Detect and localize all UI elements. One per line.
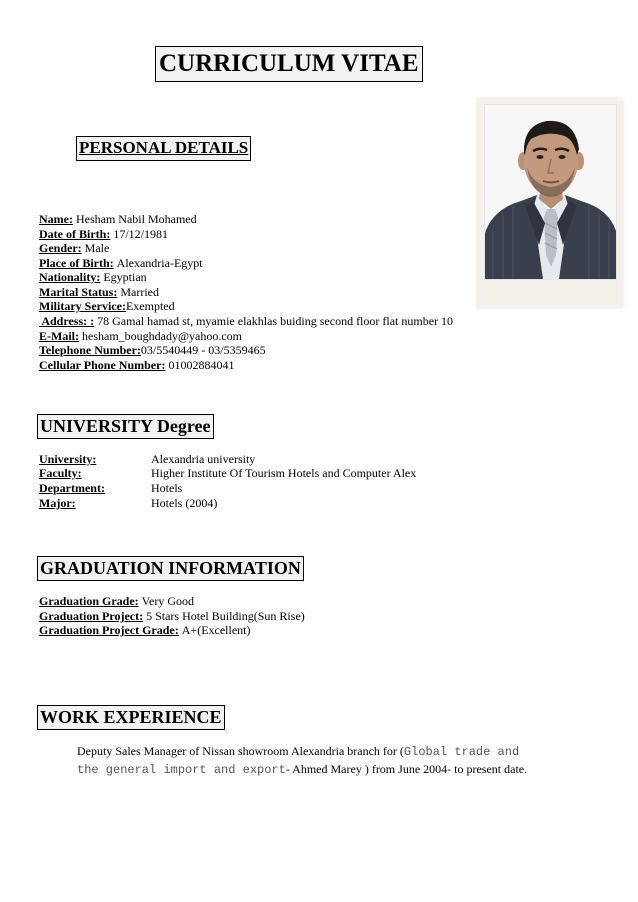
cellular-row	[39, 358, 234, 372]
military-service-label: Military Service:	[39, 299, 126, 313]
address-value: 78 Gamal hamad st, myamie elakhlas buiding second floor flat number 10	[97, 314, 454, 328]
nationality-value: Egyptian	[103, 270, 147, 284]
department-row	[39, 481, 182, 495]
dob-row	[39, 227, 168, 241]
department-value: Hotels	[151, 481, 183, 495]
profile-photo	[477, 98, 623, 308]
nationality-row	[39, 270, 147, 284]
university-degree-heading: UNIVERSITY Degree	[37, 414, 214, 439]
graduation-grade-label: Graduation Grade:	[39, 594, 139, 608]
university-value: Alexandria university	[151, 452, 256, 466]
work-text-after: - Ahmed Marey ) from June 2004- to present date.	[285, 762, 528, 776]
dob-value: 17/12/1981	[113, 227, 168, 241]
nationality-label: Nationality:	[39, 270, 101, 284]
work-experience-heading: WORK EXPERIENCE	[37, 705, 225, 730]
graduation-project-value: 5 Stars Hotel Building(Sun Rise)	[146, 609, 305, 623]
graduation-information-heading: GRADUATION INFORMATION	[37, 556, 304, 581]
graduation-project-grade-label: Graduation Project Grade:	[39, 623, 179, 637]
university-label: University:	[39, 452, 97, 466]
place-of-birth-label: Place of Birth:	[39, 256, 114, 270]
telephone-label: Telephone Number:	[39, 343, 141, 357]
marital-status-label: Marital Status:	[39, 285, 118, 299]
gender-label: Gender:	[39, 241, 82, 255]
university-row	[39, 452, 255, 466]
telephone-row	[39, 343, 266, 357]
cellular-value: 01002884041	[168, 358, 235, 372]
military-service-value: Exempted	[125, 299, 175, 313]
dob-label: Date of Birth:	[39, 227, 111, 241]
cellular-label: Cellular Phone Number:	[39, 358, 166, 372]
portrait-photo-icon	[485, 105, 616, 279]
graduation-project-label: Graduation Project:	[39, 609, 144, 623]
graduation-grade-row	[39, 594, 194, 608]
email-row	[39, 329, 242, 343]
telephone-value: 03/5540449 - 03/5359465	[140, 343, 266, 357]
graduation-project-grade-row	[39, 623, 251, 637]
gender-value: Male	[84, 241, 110, 255]
name-label: Name:	[39, 212, 73, 226]
military-service-row	[39, 299, 175, 313]
faculty-row	[39, 466, 416, 480]
marital-status-value: Married	[120, 285, 159, 299]
graduation-project-grade-value: A+(Excellent)	[181, 623, 251, 637]
graduation-grade-value: Very Good	[141, 594, 194, 608]
personal-details-heading: PERSONAL DETAILS	[76, 136, 251, 161]
major-row	[39, 496, 217, 510]
name-row	[39, 212, 197, 226]
email-value: hesham_boughdady@yahoo.com	[82, 329, 243, 343]
marital-status-row	[39, 285, 159, 299]
faculty-label: Faculty:	[39, 466, 82, 480]
work-text-before: Deputy Sales Manager of Nissan showroom Alexandria branch for (	[77, 744, 404, 758]
faculty-value: Higher Institute Of Tourism Hotels and Computer Alex	[151, 466, 417, 480]
company-name: Global trade and the general import and export	[77, 745, 520, 777]
address-label: Address: :	[39, 314, 95, 328]
department-label: Department:	[39, 481, 105, 495]
place-of-birth-value: Alexandria-Egypt	[116, 256, 203, 270]
gender-row	[39, 241, 109, 255]
address-row	[39, 314, 453, 328]
name-value: Hesham Nabil Mohamed	[75, 212, 197, 226]
cv-title: CURRICULUM VITAE	[155, 46, 423, 82]
place-of-birth-row	[39, 256, 203, 270]
work-experience-description	[77, 743, 537, 779]
graduation-project-row	[39, 609, 305, 623]
email-label: E-Mail:	[39, 329, 79, 343]
major-label: Major:	[39, 496, 76, 510]
major-value: Hotels (2004)	[151, 496, 218, 510]
